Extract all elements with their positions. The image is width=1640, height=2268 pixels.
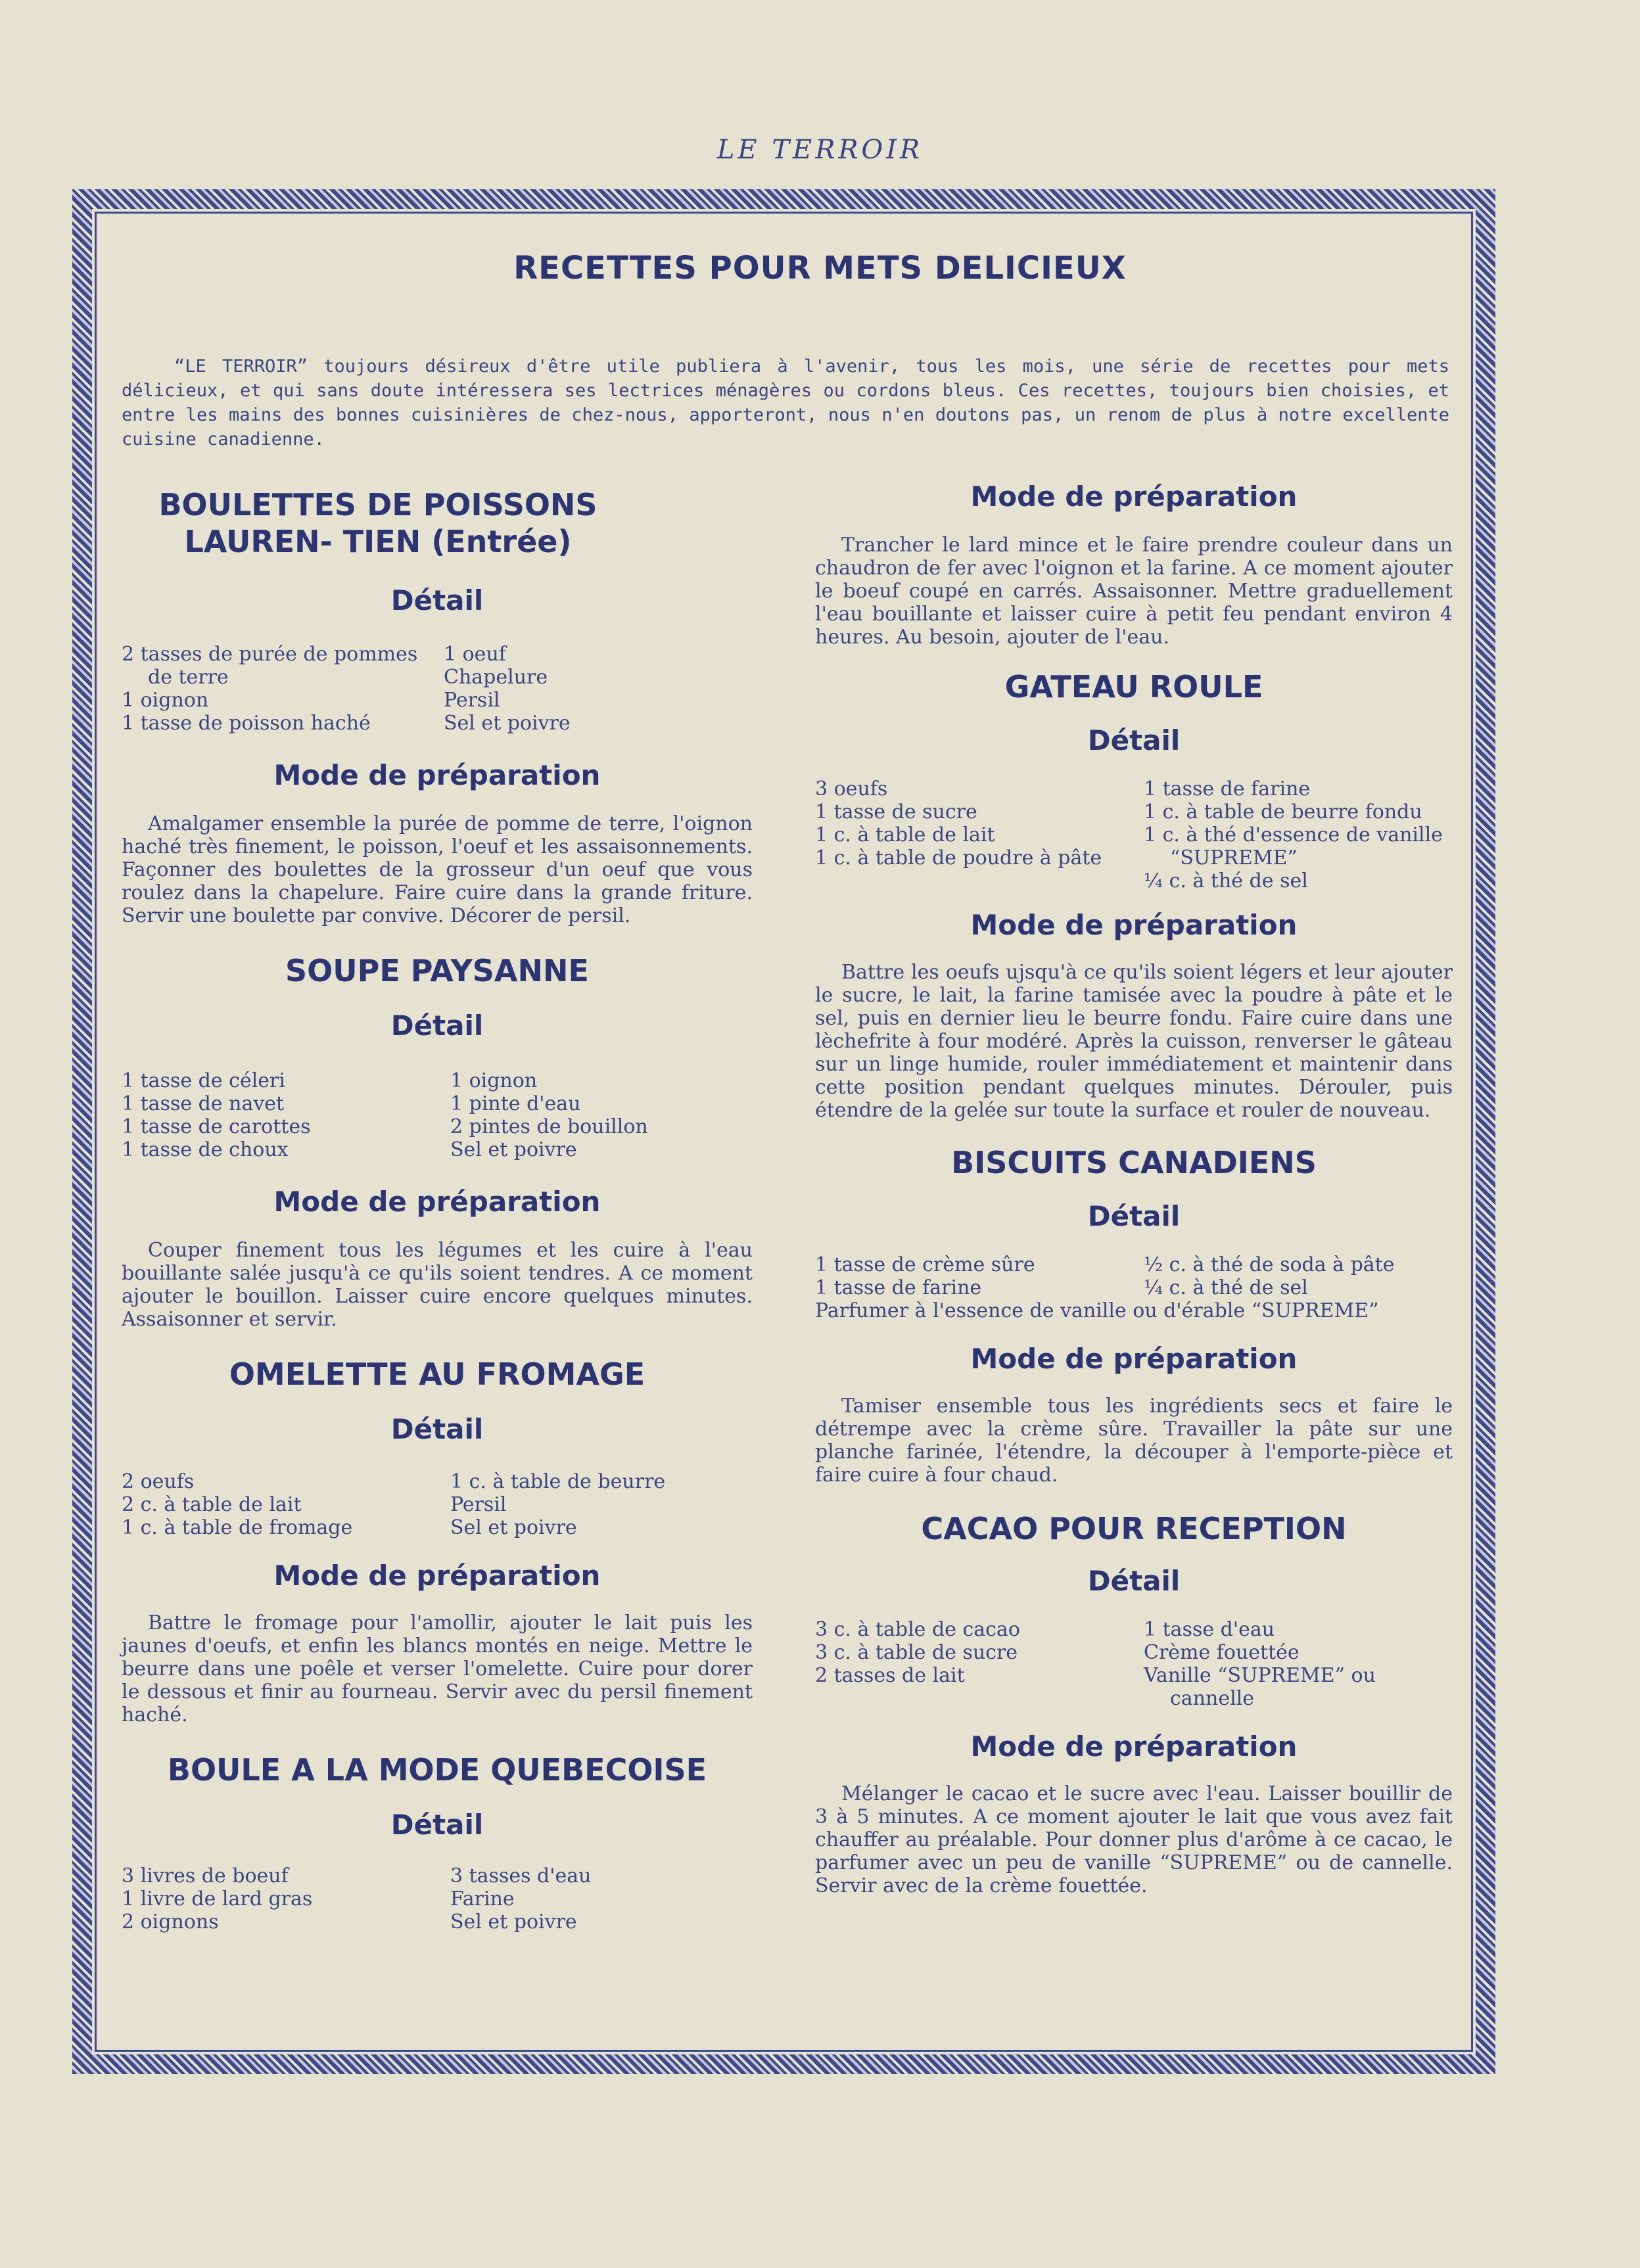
- ingredient-item: ¼ c. à thé de sel: [1144, 869, 1308, 892]
- left-column: [122, 480, 753, 1933]
- ingredient-item: 1 c. à table de poudre à pâte: [815, 846, 1102, 869]
- detail-heading: Détail: [1087, 724, 1181, 756]
- ingredient-list: [815, 777, 1453, 892]
- ingredient-item: 3 c. à table de sucre: [815, 1641, 1018, 1664]
- ingredient-list: [815, 1253, 1453, 1322]
- method-text: Tamiser ensemble tous les ingrédients secs et faire le détrempe avec la crème sûre. Travailler la pâte sur une planche farinée, l'étendre, la découper à l'emporte-pièce et faire cuire à four chaud.: [815, 1395, 1453, 1487]
- right-column: [815, 480, 1453, 1897]
- ingredient-item: 1 c. à thé d'essence de vanille “SUPREME”: [1144, 823, 1443, 869]
- detail-heading: Détail: [1087, 1200, 1181, 1232]
- method-heading: Mode de préparation: [273, 759, 601, 791]
- ingredient-item: 1 tasse de poisson haché: [122, 712, 371, 735]
- running-head: LE TERROIR: [716, 135, 924, 165]
- ingredient-item: Persil: [444, 689, 500, 712]
- method-heading: Mode de préparation: [970, 909, 1298, 941]
- recipe-soupe: [122, 952, 753, 1331]
- detail-heading: Détail: [1087, 1565, 1181, 1597]
- ingredient-item: Persil: [450, 1493, 507, 1516]
- ingredient-item: Parfumer à l'essence de vanille ou d'érable “SUPREME”: [815, 1299, 1379, 1322]
- ingredient-item: 3 oeufs: [815, 777, 888, 800]
- method-text: Couper finement tous les légumes et les cuire à l'eau bouillante salée jusqu'à ce qu'ils soient tendres. A ce moment ajouter le bouillon. Laisser cuire encore quelques minutes. Assaisonner et servir.: [122, 1239, 753, 1331]
- ingredient-item: 1 tasse de navet: [122, 1092, 285, 1115]
- ingredient-item: 1 tasse de céleri: [122, 1069, 285, 1092]
- method-text: Mélanger le cacao et le sucre avec l'eau. Laisser bouillir de 3 à 5 minutes. A ce moment ajouter le lait que vous avez fait chauffer au préalable. Pour donner plus d'arôme à ce cacao, le parfumer avec un peu de vanille “SUPREME” ou de cannelle. Servir avec de la crème fouettée.: [815, 1782, 1453, 1897]
- method-heading: Mode de préparation: [970, 1730, 1298, 1763]
- recipe-gateau: [815, 668, 1453, 1122]
- ingredient-item: 1 c. à table de fromage: [122, 1516, 353, 1539]
- recipe-title: OMELETTE AU FROMAGE: [229, 1356, 645, 1392]
- ingredient-item: 2 oeufs: [122, 1470, 195, 1493]
- ingredient-item: 1 oignon: [122, 689, 209, 712]
- detail-heading: Détail: [390, 1009, 484, 1042]
- method-text: Battre les oeufs ujsqu'à ce qu'ils soient légers et leur ajouter le sucre, le lait, la farine tamisée avec la poudre à pâte et le sel, puis en dernier lieu le beurre fondu. Faire cuire dans une lèchefrite à four modéré. Après la cuisson, renverser le gâteau sur un linge humide, rouler immédiatement et maintenir dans cette position pendant quelques minutes. Dérouler, puis étendre de la gelée sur toute la surface et rouler de nouveau.: [815, 961, 1453, 1122]
- ingredient-item: Sel et poivre: [444, 712, 571, 735]
- ingredient-item: 2 tasses de lait: [815, 1664, 965, 1687]
- ingredient-item: 2 pintes de bouillon: [450, 1115, 648, 1138]
- recipe-title: SOUPE PAYSANNE: [285, 953, 589, 988]
- recipe-biscuits: [815, 1144, 1453, 1487]
- detail-heading: Détail: [390, 1809, 484, 1841]
- ingredient-list: [122, 643, 753, 735]
- ingredient-list: [122, 1069, 753, 1161]
- ingredient-item: 1 pinte d'eau: [450, 1092, 581, 1115]
- ingredient-item: 1 tasse de farine: [1144, 777, 1311, 800]
- ingredient-item: 1 tasse de farine: [815, 1276, 982, 1299]
- recipe-title: CACAO POUR RECEPTION: [921, 1511, 1347, 1546]
- recipe-boule-method: [815, 480, 1453, 649]
- ingredient-item: 1 oignon: [450, 1069, 538, 1092]
- method-heading: Mode de préparation: [273, 1186, 601, 1218]
- ingredient-item: Vanille “SUPREME” ou cannelle: [1144, 1664, 1376, 1710]
- ingredient-item: Sel et poivre: [450, 1138, 577, 1161]
- method-text: Trancher le lard mince et le faire prendre couleur dans un chaudron de fer avec l'oignon et la farine. A ce moment ajouter le boeuf coupé en carrés. Assaisonner. Mettre graduellement l'eau bouillante et laisser cuire à petit feu pendant environ 4 heures. Au besoin, ajouter de l'eau.: [815, 534, 1453, 649]
- ingredient-item: 3 livres de boeuf: [122, 1864, 289, 1887]
- ingredient-list: [815, 1618, 1453, 1710]
- ingredient-item: ¼ c. à thé de sel: [1144, 1276, 1308, 1299]
- ingredient-item: 3 tasses d'eau: [450, 1864, 592, 1887]
- detail-heading: Détail: [390, 584, 484, 616]
- ingredient-item: 1 tasse de sucre: [815, 800, 977, 823]
- method-heading: Mode de préparation: [273, 1560, 601, 1592]
- method-heading: Mode de préparation: [970, 480, 1298, 513]
- ingredient-item: Farine: [450, 1887, 515, 1910]
- ingredient-item: 1 tasse d'eau: [1144, 1618, 1275, 1641]
- method-text: Amalgamer ensemble la purée de pomme de terre, l'oignon haché très finement, le poisson, l'oeuf et les assaisonnements. Façonner des boulettes de la grosseur d'un oeuf que vous roulez dans la chapelure. Faire cuire dans la grande friture. Servir une boulette par convive. Décorer de persil.: [122, 812, 753, 927]
- ingredient-item: 1 c. à table de lait: [815, 823, 995, 846]
- ingredient-item: 1 c. à table de beurre fondu: [1144, 800, 1422, 823]
- ingredient-item: Sel et poivre: [450, 1910, 577, 1933]
- ingredient-item: 1 tasse de crème sûre: [815, 1253, 1035, 1276]
- page-title: RECETTES POUR METS DELICIEUX: [513, 250, 1127, 287]
- recipe-title: GATEAU ROULE: [1004, 669, 1263, 705]
- ingredient-item: Sel et poivre: [450, 1516, 577, 1539]
- ingredient-item: Crème fouettée: [1144, 1641, 1300, 1664]
- ingredient-list: [122, 1864, 753, 1933]
- ingredient-item: 2 c. à table de lait: [122, 1493, 302, 1516]
- ingredient-item: 1 tasse de choux: [122, 1138, 289, 1161]
- ingredient-item: 3 c. à table de cacao: [815, 1618, 1020, 1641]
- method-text: Battre le fromage pour l'amollir, ajouter le lait puis les jaunes d'oeufs, et enfin les blancs montés en neige. Mettre le beurre dans une poêle et verser l'omelette. Cuire pour dorer le dessous et finir au fourneau. Servir avec du persil finement haché.: [122, 1611, 753, 1726]
- recipe-boulettes: [122, 486, 753, 927]
- ingredient-item: 2 oignons: [122, 1910, 219, 1933]
- recipe-cacao: [815, 1510, 1453, 1897]
- intro-paragraph: “LE TERROIR” toujours désireux d'être utile publiera à l'avenir, tous les mois, une série de recettes pour mets délicieux, et qui sans doute intéressera ses lectrices ménagères ou cordons bleus. Ces recettes, toujours bien choisies, et entre les mains des bonnes cuisinières de chez-nous, apporteront, nous n'en doutons pas, un renom de plus à notre excellente cuisine canadienne.: [122, 356, 1449, 450]
- ingredient-item: 1 tasse de carottes: [122, 1115, 311, 1138]
- recipe-title: BOULETTES DE POISSONS LAUREN- TIEN (Entrée): [158, 487, 597, 559]
- ingredient-item: Chapelure: [444, 666, 548, 689]
- ingredient-list: [122, 1470, 753, 1539]
- ingredient-item: 1 oeuf: [444, 643, 506, 666]
- ingredient-item: 1 livre de lard gras: [122, 1887, 313, 1910]
- recipe-omelette: [122, 1356, 753, 1726]
- detail-heading: Détail: [390, 1413, 484, 1445]
- recipe-title: BISCUITS CANADIENS: [951, 1145, 1317, 1180]
- method-heading: Mode de préparation: [970, 1343, 1298, 1375]
- recipe-boule: [122, 1751, 753, 1933]
- ingredient-item: 1 c. à table de beurre: [450, 1470, 666, 1493]
- recipe-title: BOULE A LA MODE QUEBECOISE: [167, 1752, 707, 1788]
- ingredient-item: 2 tasses de purée de pommes de terre: [122, 643, 418, 689]
- ingredient-item: ½ c. à thé de soda à pâte: [1144, 1253, 1395, 1276]
